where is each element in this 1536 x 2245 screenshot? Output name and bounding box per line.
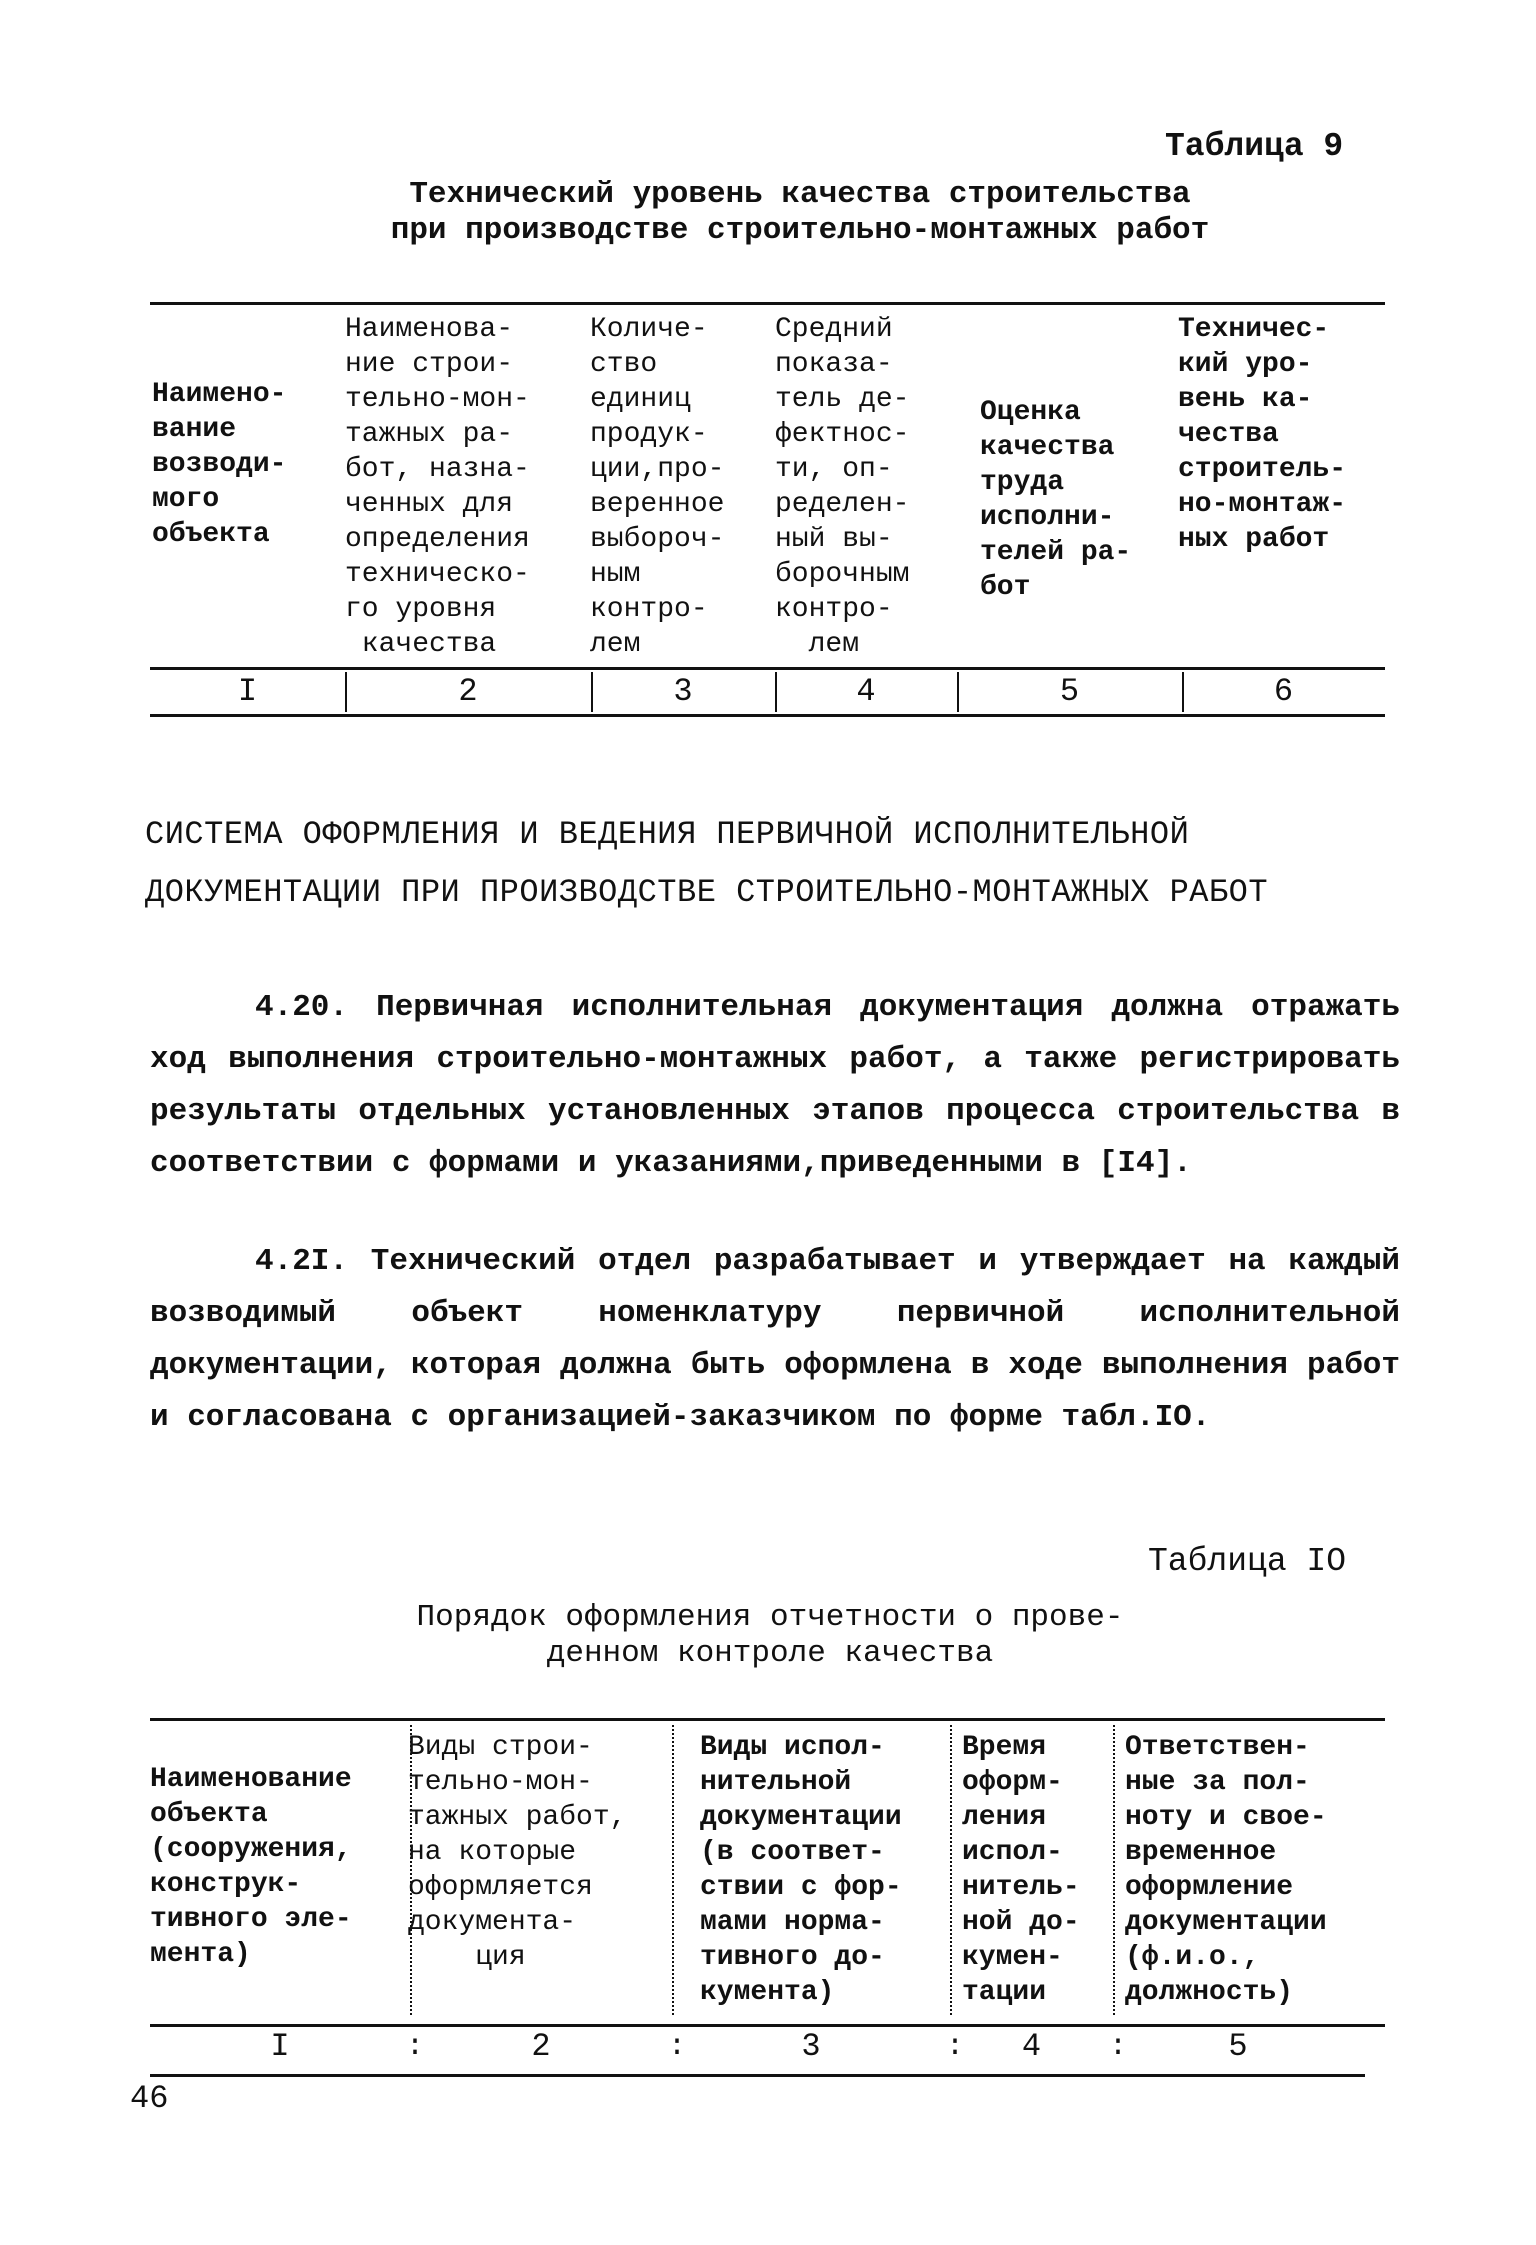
table10-header-rule [150,2024,1385,2027]
table10-sep [1113,1725,1115,2015]
paragraph-4-20: 4.20. Первичная исполнительная документация должна отражать ход выполнения строительно-монтажных работ, а также регистрировать результаты отдельных установленных этапов процесса строительства в соответствии с формами и указаниями,приведенными в [I4]. [150,990,1400,1181]
section-heading-line1: СИСТЕМА ОФОРМЛЕНИЯ И ВЕДЕНИЯ ПЕРВИЧНОЙ ИСПОЛНИТЕЛЬНОЙ [145,816,1190,853]
table10-colon: : [946,2030,965,2064]
section-heading-line2: ДОКУМЕНТАЦИИ ПРИ ПРОИЗВОДСТВЕ СТРОИТЕЛЬНО-МОНТАЖНЫХ РАБОТ [145,874,1269,911]
table9-top-rule [150,302,1385,305]
table10-col1-header: Наименование объекта (сооружения, конструк- тивного эле- мента) [150,1764,352,1970]
table9-col1-header: Наимено- вание возводи- мого объекта [152,379,287,550]
table10-num-5: 5 [1228,2028,1248,2065]
table9-col2-header: Наименова- ние строи- тельно-мон- тажных ра- бот, назна- ченных для определения техническо- го уровня качества [345,314,530,660]
table10-title-line2: денном контроле качества [546,1636,994,1671]
table9-col3-header: Количе- ство единиц продук- ции,про- веренное выбороч- ным контро- лем [590,314,725,660]
page-number: 46 [130,2080,169,2117]
table9-col5-header: Оценка качества труда исполни- телей ра- бот [980,397,1132,603]
table10-top-rule [150,1718,1385,1721]
table10-col5-header: Ответствен- ные за пол- ноту и свое- временное оформление документации (ф.и.о., должность) [1125,1732,1327,2008]
table9-label: Таблица 9 [1165,128,1344,165]
table9-num-2: 2 [458,673,478,710]
table9-header-rule [150,667,1385,670]
table10-bottom-rule [150,2074,1365,2077]
table10-title-line1: Порядок оформления отчетности о прове- [416,1600,1124,1635]
table10-num-1: I [270,2028,290,2065]
table10-sep [410,1725,412,2015]
table9-title-line1: Технический уровень качества строительства [409,177,1191,212]
table10-colon: : [406,2030,425,2064]
table10-num-3: 3 [801,2028,821,2065]
table10-colon: : [668,2030,687,2064]
table9-bottom-rule [150,714,1385,717]
table9-title-line2: при производстве строительно-монтажных работ [390,213,1210,248]
table10-col2-header: Виды строи- тельно-мон- тажных работ, на которые оформляется документа- ция [408,1732,627,1973]
table9-num-1: I [237,673,258,710]
table9-num-5: 5 [1059,673,1080,710]
table9-num-6: 6 [1273,673,1294,710]
table10-col3-header: Виды испол- нительной документации (в соответ- ствии с фор- мами норма- тивного до- кумента) [700,1732,902,2008]
table10-col4-header: Время оформ- ления испол- нитель- ной до- кумен- тации [962,1732,1080,2008]
table10-label: Таблица IO [1148,1543,1347,1580]
table9-num-3: 3 [673,673,693,710]
table10-sep [950,1725,952,2015]
table9-num-4: 4 [856,673,876,710]
table10-num-4: 4 [1021,2028,1042,2065]
table10-sep [672,1725,674,2015]
table10-num-2: 2 [531,2028,551,2065]
paragraph-4-21: 4.2I. Технический отдел разрабатывает и утверждает на каждый возводимый объект номенклатуру первичной исполнительной документации, которая должна быть оформлена в ходе выполнения работ и согласована с организацией-заказчиком по форме табл.IO. [150,1244,1400,1435]
table9-col6-header: Техничес- кий уро- вень ка- чества строитель- но-монтаж- ных работ [1178,314,1347,555]
table10-colon: : [1109,2030,1128,2064]
table9-col4-header: Средний показа- тель де- фектнос- ти, оп- ределен- ный вы- борочным контро- лем [775,314,910,660]
